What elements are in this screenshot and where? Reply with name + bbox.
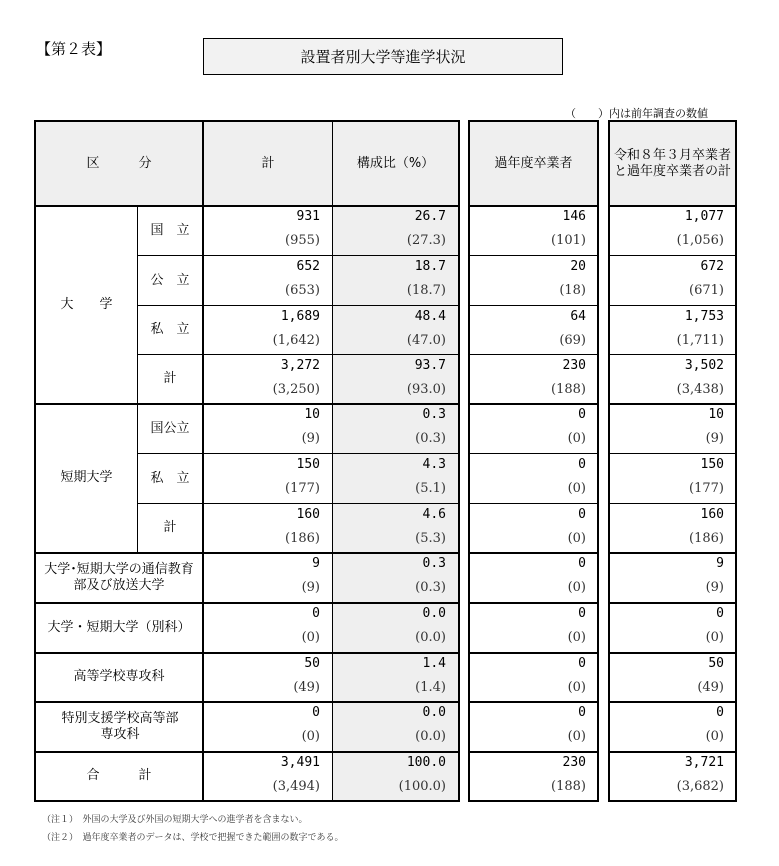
cell-ratio-previous: (0.3) xyxy=(415,431,446,446)
cell-sum-previous: (0) xyxy=(705,729,724,744)
cell-past-previous: (0) xyxy=(567,680,586,695)
cell-past-value: 230 xyxy=(562,358,586,373)
footnote-2: （注２） 過年度卒業者のデータは、学校で把握できた範囲の数字である。 xyxy=(42,833,344,843)
sub-kokkouritsu: 国公立 xyxy=(150,420,190,436)
cell-ratio-previous: (47.0) xyxy=(406,333,446,348)
sub-tanki-shiritsu: 私 立 xyxy=(150,470,190,486)
header-kubun: 区 分 xyxy=(86,155,152,171)
cell-sum-value: 3,502 xyxy=(684,358,724,373)
cell-sum-value: 1,077 xyxy=(684,209,724,224)
cell-sum-value: 672 xyxy=(700,259,724,274)
cell-total-previous: (0) xyxy=(301,630,320,645)
cell-past-previous: (18) xyxy=(559,283,586,298)
cell-sum-value: 0 xyxy=(716,606,724,621)
cell-past-value: 64 xyxy=(570,309,586,324)
cell-sum-value: 0 xyxy=(716,705,724,720)
cell-ratio-value: 4.6 xyxy=(422,507,446,522)
cell-past-previous: (188) xyxy=(551,779,586,794)
group-goukei: 合 計 xyxy=(86,768,152,783)
sub-tanki-kei: 計 xyxy=(163,520,177,535)
group-daigaku: 大 学 xyxy=(60,296,113,312)
cell-ratio-value: 0.3 xyxy=(422,556,446,571)
sub-kokuritsu: 国 立 xyxy=(150,222,190,238)
cell-sum-previous: (186) xyxy=(689,531,724,546)
cell-ratio-value: 18.7 xyxy=(414,259,446,274)
cell-ratio-previous: (93.0) xyxy=(406,382,446,397)
cell-past-value: 0 xyxy=(578,556,586,571)
cell-ratio-value: 93.7 xyxy=(414,358,446,373)
header-total: 計 xyxy=(261,155,275,171)
cell-ratio-value: 100.0 xyxy=(406,755,446,770)
cell-total-previous: (177) xyxy=(285,481,320,496)
footnote-1: （注１） 外国の大学及び外国の短期大学への進学者を含まない。 xyxy=(42,815,308,825)
cell-total-value: 3,491 xyxy=(280,755,320,770)
group-senkou: 高等学校専攻科 xyxy=(73,669,165,684)
cell-ratio-previous: (18.7) xyxy=(406,283,446,298)
cell-ratio-value: 0.0 xyxy=(422,606,446,621)
cell-sum-previous: (49) xyxy=(697,680,724,695)
cell-ratio-previous: (0.3) xyxy=(415,580,446,595)
group-bekka: 大学・短期大学（別科） xyxy=(47,619,191,635)
cell-total-previous: (1,642) xyxy=(272,333,320,348)
table-label: 【第２表】 xyxy=(36,40,112,58)
cell-past-value: 230 xyxy=(562,755,586,770)
cell-past-previous: (101) xyxy=(551,233,586,248)
cell-sum-value: 1,753 xyxy=(684,309,724,324)
cell-past-previous: (0) xyxy=(567,481,586,496)
cell-total-value: 652 xyxy=(296,259,320,274)
cell-past-value: 0 xyxy=(578,507,586,522)
cell-past-value: 146 xyxy=(562,209,586,224)
cell-ratio-value: 1.4 xyxy=(422,656,446,671)
cell-sum-previous: (671) xyxy=(689,283,724,298)
cell-ratio-previous: (1.4) xyxy=(415,680,446,695)
cell-ratio-value: 0.0 xyxy=(422,705,446,720)
cell-total-value: 3,272 xyxy=(280,358,320,373)
cell-ratio-previous: (27.3) xyxy=(406,233,446,248)
cell-sum-previous: (1,711) xyxy=(676,333,724,348)
cell-ratio-value: 4.3 xyxy=(422,457,446,472)
cell-sum-previous: (9) xyxy=(705,431,724,446)
cell-total-value: 931 xyxy=(296,209,320,224)
page-title: 設置者別大学等進学状況 xyxy=(203,38,563,75)
cell-past-value: 20 xyxy=(570,259,586,274)
cell-sum-value: 3,721 xyxy=(684,755,724,770)
cell-total-previous: (653) xyxy=(285,283,320,298)
cell-sum-value: 160 xyxy=(700,507,724,522)
cell-total-value: 160 xyxy=(296,507,320,522)
cell-ratio-value: 26.7 xyxy=(414,209,446,224)
cell-total-previous: (186) xyxy=(285,531,320,546)
cell-total-previous: (9) xyxy=(301,431,320,446)
cell-sum-previous: (9) xyxy=(705,580,724,595)
group-tsushin: 大学･短期大学の通信教育部及び放送大学 xyxy=(44,561,194,593)
cell-past-value: 0 xyxy=(578,656,586,671)
cell-ratio-previous: (5.1) xyxy=(415,481,446,496)
cell-ratio-value: 0.3 xyxy=(422,407,446,422)
cell-sum-previous: (0) xyxy=(705,630,724,645)
sub-shiritsu: 私 立 xyxy=(150,322,190,337)
cell-total-value: 9 xyxy=(312,556,320,571)
cell-total-value: 1,689 xyxy=(280,309,320,324)
sub-kei: 計 xyxy=(163,371,177,386)
cell-ratio-previous: (100.0) xyxy=(398,779,446,794)
cell-total-value: 10 xyxy=(304,407,320,422)
group-tokubetsu: 特別支援学校高等部専攻科 xyxy=(61,710,179,742)
cell-sum-previous: (1,056) xyxy=(676,233,724,248)
cell-ratio-previous: (5.3) xyxy=(415,531,446,546)
note-previous-year: （ ）内は前年調査の数値 xyxy=(565,107,708,120)
cell-past-previous: (0) xyxy=(567,531,586,546)
cell-sum-value: 150 xyxy=(700,457,724,472)
cell-sum-value: 9 xyxy=(716,556,724,571)
cell-total-value: 150 xyxy=(296,457,320,472)
cell-total-previous: (3,494) xyxy=(272,779,320,794)
cell-total-previous: (49) xyxy=(293,680,320,695)
header-ratio: 構成比（%） xyxy=(356,155,435,171)
cell-total-value: 50 xyxy=(304,656,320,671)
cell-ratio-previous: (0.0) xyxy=(415,630,446,645)
cell-past-value: 0 xyxy=(578,705,586,720)
cell-sum-value: 10 xyxy=(708,407,724,422)
cell-total-previous: (0) xyxy=(301,729,320,744)
cell-total-value: 0 xyxy=(312,606,320,621)
cell-ratio-value: 48.4 xyxy=(414,309,446,324)
cell-total-value: 0 xyxy=(312,705,320,720)
cell-total-previous: (955) xyxy=(285,233,320,248)
group-tanki: 短期大学 xyxy=(60,470,113,485)
cell-past-previous: (0) xyxy=(567,431,586,446)
cell-total-previous: (3,250) xyxy=(272,382,320,397)
cell-ratio-previous: (0.0) xyxy=(415,729,446,744)
cell-past-value: 0 xyxy=(578,457,586,472)
cell-past-previous: (69) xyxy=(559,333,586,348)
cell-sum-previous: (3,682) xyxy=(676,779,724,794)
header-sum: 令和８年３月卒業者と過年度卒業者の計 xyxy=(613,147,731,179)
cell-past-previous: (0) xyxy=(567,580,586,595)
cell-sum-previous: (3,438) xyxy=(676,382,724,397)
cell-past-previous: (188) xyxy=(551,382,586,397)
cell-past-previous: (0) xyxy=(567,729,586,744)
header-past-graduates: 過年度卒業者 xyxy=(494,155,573,171)
cell-sum-previous: (177) xyxy=(689,481,724,496)
cell-total-previous: (9) xyxy=(301,580,320,595)
cell-past-value: 0 xyxy=(578,407,586,422)
cell-sum-value: 50 xyxy=(708,656,724,671)
cell-past-previous: (0) xyxy=(567,630,586,645)
cell-past-value: 0 xyxy=(578,606,586,621)
sub-kouritsu: 公 立 xyxy=(150,272,190,288)
